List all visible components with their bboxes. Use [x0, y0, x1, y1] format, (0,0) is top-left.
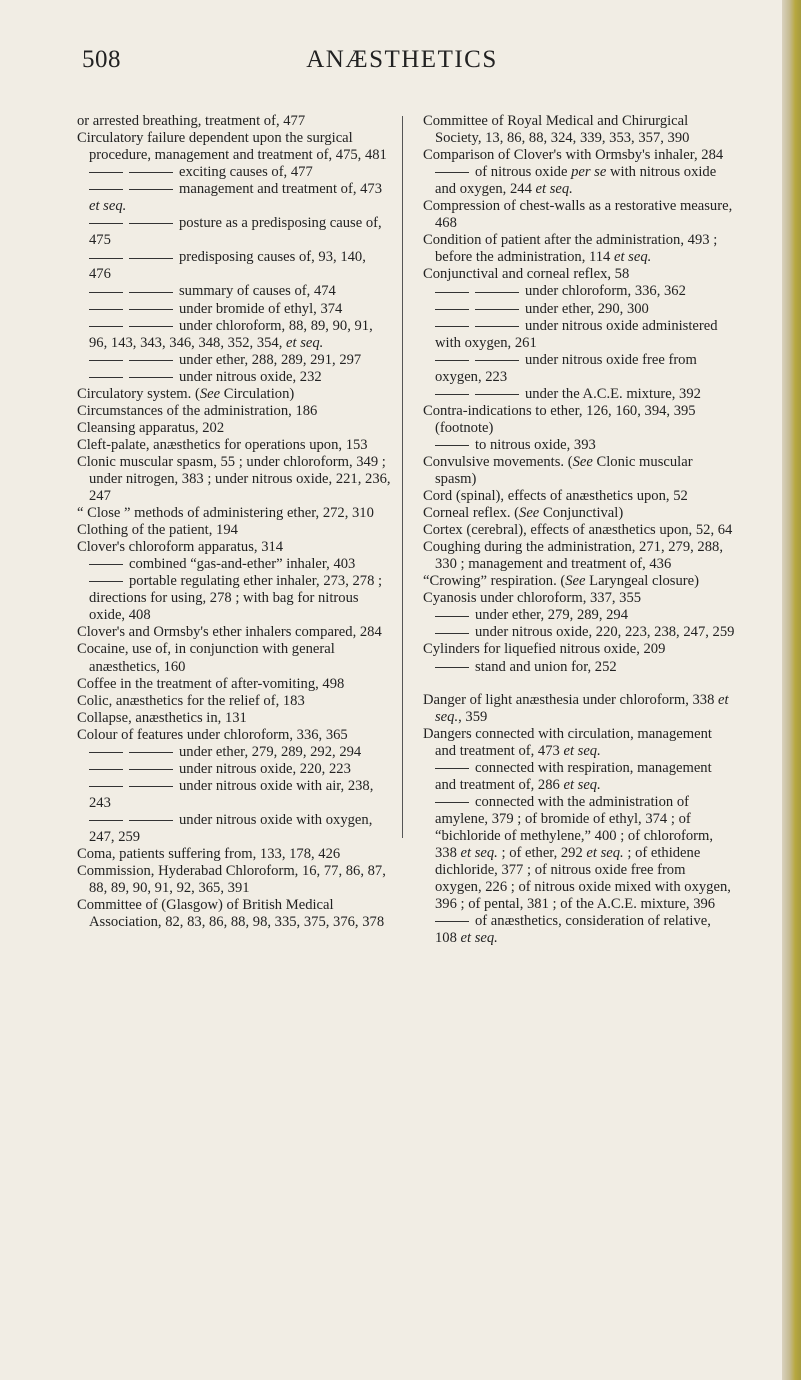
index-entry-text: Cleft-palate, anæsthetics for operations upon, 153: [77, 436, 368, 453]
index-entry-text: exciting causes of, 477: [179, 164, 313, 181]
ditto-dash: [129, 172, 173, 173]
index-entry-text: Colour of features under chloroform, 336, 365: [77, 726, 348, 743]
ditto-dash: [475, 292, 519, 293]
index-entry: [423, 539, 735, 573]
index-entry: [77, 624, 391, 641]
index-entry-text: under the A.C.E. mixture, 392: [525, 385, 701, 402]
ditto-dash: [435, 802, 469, 803]
ditto-dash: [129, 189, 173, 190]
index-entry: [423, 198, 735, 232]
index-entry: [423, 454, 735, 488]
index-entry: [77, 641, 391, 675]
index-entry: [77, 778, 391, 812]
index-entry-text: stand and union for, 252: [475, 658, 617, 675]
index-entry: [423, 403, 735, 437]
index-entry-text: under nitrous oxide, 220, 223: [179, 760, 351, 777]
index-entry: [423, 386, 735, 403]
ditto-dash: [129, 752, 173, 753]
index-entry: [77, 539, 391, 556]
ditto-dash: [89, 258, 123, 259]
index-entry-text: under ether, 290, 300: [525, 300, 649, 317]
ditto-dash: [89, 292, 123, 293]
index-entry: [77, 846, 391, 863]
index-entry: [423, 266, 735, 283]
index-entry-text: predisposing causes of, 93, 140, 476: [89, 249, 366, 283]
index-entry-text: Cortex (cerebral), effects of anæsthetics upon, 52, 64: [423, 522, 733, 539]
page-edge: [782, 0, 801, 1380]
index-entry-text: Cleansing apparatus, 202: [77, 419, 225, 436]
index-entry: [423, 624, 735, 641]
ditto-dash: [89, 581, 123, 582]
index-entry: [77, 420, 391, 437]
index-entry-text: Contra-indications to ether, 126, 160, 394, 395 (footnote): [423, 402, 696, 436]
ditto-dash: [435, 768, 469, 769]
ditto-dash: [435, 616, 469, 617]
index-entry-text: Clonic muscular spasm, 55 ; under chloroform, 349 ; under nitrogen, 383 ; under nitrous oxide, 221, 236, 247: [77, 453, 391, 505]
index-entry: [77, 812, 391, 846]
index-entry: [423, 318, 735, 352]
index-entry-text: Convulsive movements. (See Clonic muscular spasm): [423, 453, 693, 487]
ditto-dash: [475, 326, 519, 327]
index-entry-text: under nitrous oxide, 232: [179, 368, 322, 385]
index-entry: [423, 590, 735, 607]
index-entry-text: Collapse, anæsthetics in, 131: [77, 709, 247, 726]
ditto-dash: [435, 292, 469, 293]
index-entry: [77, 386, 391, 403]
index-entry: [423, 147, 735, 164]
index-entry: [77, 437, 391, 454]
index-entry: [423, 659, 735, 676]
index-entry: [423, 726, 735, 760]
index-entry-text: Compression of chest-walls as a restorative measure, 468: [423, 198, 733, 232]
ditto-dash: [475, 309, 519, 310]
index-entry: [77, 676, 391, 693]
index-entry-text: or arrested breathing, treatment of, 477: [77, 113, 306, 129]
ditto-dash: [129, 360, 173, 361]
ditto-dash: [129, 786, 173, 787]
index-entry: [423, 573, 735, 590]
index-entry: [77, 130, 391, 164]
index-entry-text: connected with the administration of amylene, 379 ; of bromide of ethyl, 374 ; of “bichloride of methylene,” 400 ; of chloroform, 338 et seq. ; of ether, 292 et seq. ; of ethidene dichloride, 377 ; of nitrous oxide free from oxygen, 226 ; of nitrous oxide mixed with oxygen, 396 ; of pental, 381 ; of the A.C.E. mixture, 396: [435, 793, 731, 913]
index-entry-text: combined “gas-and-ether” inhaler, 403: [129, 556, 356, 573]
index-entry: [423, 505, 735, 522]
ditto-dash: [475, 360, 519, 361]
ditto-dash: [89, 189, 123, 190]
ditto-dash: [435, 921, 469, 922]
index-entry-text: portable regulating ether inhaler, 273, 278 ; directions for using, 278 ; with bag for nitrous oxide, 408: [89, 573, 383, 624]
index-entry-text: posture as a predisposing cause of, 475: [89, 215, 382, 249]
ditto-dash: [89, 752, 123, 753]
index-entry-text: Clothing of the patient, 194: [77, 522, 238, 539]
index-entry-text: Commission, Hyderabad Chloroform, 16, 77, 86, 87, 88, 89, 90, 91, 92, 365, 391: [77, 863, 386, 897]
index-entry: [77, 403, 391, 420]
index-entry: [77, 454, 391, 505]
index-entry: [77, 113, 391, 130]
index-entry-text: under nitrous oxide with air, 238, 243: [89, 777, 374, 811]
ditto-dash: [129, 769, 173, 770]
index-entry: [423, 283, 735, 300]
index-entry: [77, 761, 391, 778]
ditto-dash: [89, 309, 123, 310]
index-entry-text: Cyanosis under chloroform, 337, 355: [423, 590, 642, 607]
index-entry: [423, 913, 735, 947]
ditto-dash: [129, 326, 173, 327]
index-entry-text: under nitrous oxide, 220, 223, 238, 247, 259: [475, 624, 735, 641]
ditto-dash: [475, 394, 519, 395]
index-entry-text: under ether, 279, 289, 292, 294: [179, 743, 362, 760]
index-entry: [423, 794, 735, 913]
index-entry-text: Cylinders for liquefied nitrous oxide, 209: [423, 641, 666, 658]
index-column-left: [77, 113, 391, 931]
index-entry-text: Circulatory failure dependent upon the surgical procedure, management and treatment of, 475, 481: [77, 130, 387, 164]
index-entry: [77, 744, 391, 761]
index-entry: [423, 488, 735, 505]
index-entry-text: Cord (spinal), effects of anæsthetics upon, 52: [423, 488, 688, 505]
index-entry: [423, 352, 735, 386]
index-entry-text: under bromide of ethyl, 374: [179, 300, 343, 317]
index-entry-text: Clover's and Ormsby's ether inhalers compared, 284: [77, 624, 382, 641]
ditto-dash: [89, 223, 123, 224]
index-entry-text: management and treatment of, 473 et seq.: [89, 181, 383, 215]
index-entry-text: Condition of patient after the administration, 493 ; before the administration, 114 et seq.: [423, 232, 718, 266]
ditto-dash: [129, 309, 173, 310]
index-entry: [77, 369, 391, 386]
index-entry: [77, 181, 391, 215]
ditto-dash: [435, 309, 469, 310]
index-entry-text: under chloroform, 88, 89, 90, 91, 96, 143, 343, 346, 348, 352, 354, et seq.: [89, 317, 373, 351]
index-entry: [423, 607, 735, 624]
page-header: [82, 46, 722, 86]
ditto-dash: [89, 377, 123, 378]
running-head: ANÆSTHETICS: [306, 46, 498, 73]
index-entry-text: Cocaine, use of, in conjunction with general anæsthetics, 160: [77, 641, 335, 675]
index-entry: [423, 522, 735, 539]
ditto-dash: [89, 360, 123, 361]
ditto-dash: [129, 820, 173, 821]
index-entry-text: under chloroform, 336, 362: [525, 283, 686, 300]
index-entry-text: Committee of (Glasgow) of British Medical Association, 82, 83, 86, 88, 98, 335, 375, 376, 378: [77, 897, 385, 931]
index-entry: [77, 505, 391, 522]
index-entry: [77, 556, 391, 573]
ditto-dash: [435, 445, 469, 446]
index-entry-text: to nitrous oxide, 393: [475, 436, 596, 453]
ditto-dash: [435, 667, 469, 668]
index-entry: [77, 897, 391, 931]
index-entry: [423, 692, 735, 726]
index-entry-text: Clover's chloroform apparatus, 314: [77, 539, 284, 556]
index-entry-text: Circulatory system. (See Circulation): [77, 385, 295, 402]
ditto-dash: [89, 564, 123, 565]
index-entry: [77, 283, 391, 300]
index-entry: [423, 113, 735, 147]
index-entry: [77, 693, 391, 710]
index-entry: [423, 641, 735, 658]
index-entry-text: Dangers connected with circulation, management and treatment of, 473 et seq.: [423, 725, 712, 759]
index-entry: [77, 727, 391, 744]
index-entry: [77, 318, 391, 352]
ditto-dash: [129, 258, 173, 259]
index-entry-text: “Crowing” respiration. (See Laryngeal closure): [423, 573, 699, 590]
index-column-right: [423, 113, 735, 947]
page-number: 508: [82, 46, 121, 73]
ditto-dash: [89, 172, 123, 173]
index-entry: [423, 164, 735, 198]
ditto-dash: [435, 326, 469, 327]
index-entry-text: Danger of light anæsthesia under chloroform, 338 et seq., 359: [423, 691, 729, 725]
index-entry-text: Coffee in the treatment of after-vomiting, 498: [77, 675, 345, 692]
index-entry-text: Comparison of Clover's with Ormsby's inhaler, 284: [423, 147, 724, 164]
ditto-dash: [129, 223, 173, 224]
index-entry-text: Committee of Royal Medical and Chirurgical Society, 13, 86, 88, 324, 339, 353, 357, 390: [423, 113, 690, 147]
ditto-dash: [435, 633, 469, 634]
index-entry: [77, 215, 391, 249]
index-entry: [423, 301, 735, 318]
index-entry-text: of anæsthetics, consideration of relative, 108 et seq.: [435, 913, 711, 947]
index-entry: [423, 760, 735, 794]
index-entry: [77, 352, 391, 369]
index-entry: [77, 164, 391, 181]
index-entry: [77, 863, 391, 897]
ditto-dash: [435, 394, 469, 395]
index-entry-text: under nitrous oxide free from oxygen, 223: [435, 351, 697, 385]
index-entry: [423, 232, 735, 266]
index-entry-text: Colic, anæsthetics for the relief of, 183: [77, 692, 305, 709]
index-entry: [423, 437, 735, 454]
index-entry-text: “ Close ” methods of administering ether, 272, 310: [77, 505, 374, 522]
ditto-dash: [129, 292, 173, 293]
column-divider: [402, 116, 403, 838]
ditto-dash: [89, 769, 123, 770]
index-entry-text: under nitrous oxide administered with oxygen, 261: [435, 317, 718, 351]
index-entry-text: under ether, 288, 289, 291, 297: [179, 351, 362, 368]
index-entry-text: under ether, 279, 289, 294: [475, 607, 629, 624]
ditto-dash: [89, 786, 123, 787]
ditto-dash: [129, 377, 173, 378]
index-entry-text: connected with respiration, management and treatment of, 286 et seq.: [435, 759, 712, 793]
index-entry-text: of nitrous oxide per se with nitrous oxide and oxygen, 244 et seq.: [435, 164, 717, 198]
index-entry-text: Coughing during the administration, 271, 279, 288, 330 ; management and treatment of, 436: [423, 539, 723, 573]
index-entry: [77, 249, 391, 283]
index-entry: [77, 710, 391, 727]
index-entry: [77, 573, 391, 624]
ditto-dash: [89, 820, 123, 821]
index-entry-text: Conjunctival and corneal reflex, 58: [423, 266, 630, 283]
index-entry-text: under nitrous oxide with oxygen, 247, 259: [89, 811, 373, 845]
index-entry: [77, 301, 391, 318]
ditto-dash: [435, 360, 469, 361]
ditto-dash: [89, 326, 123, 327]
index-entry-text: Circumstances of the administration, 186: [77, 402, 318, 419]
index-entry-text: Coma, patients suffering from, 133, 178, 426: [77, 846, 341, 863]
ditto-dash: [435, 172, 469, 173]
index-entry-text: Corneal reflex. (See Conjunctival): [423, 505, 624, 522]
index-entry: [77, 522, 391, 539]
index-entry-text: summary of causes of, 474: [179, 283, 336, 300]
